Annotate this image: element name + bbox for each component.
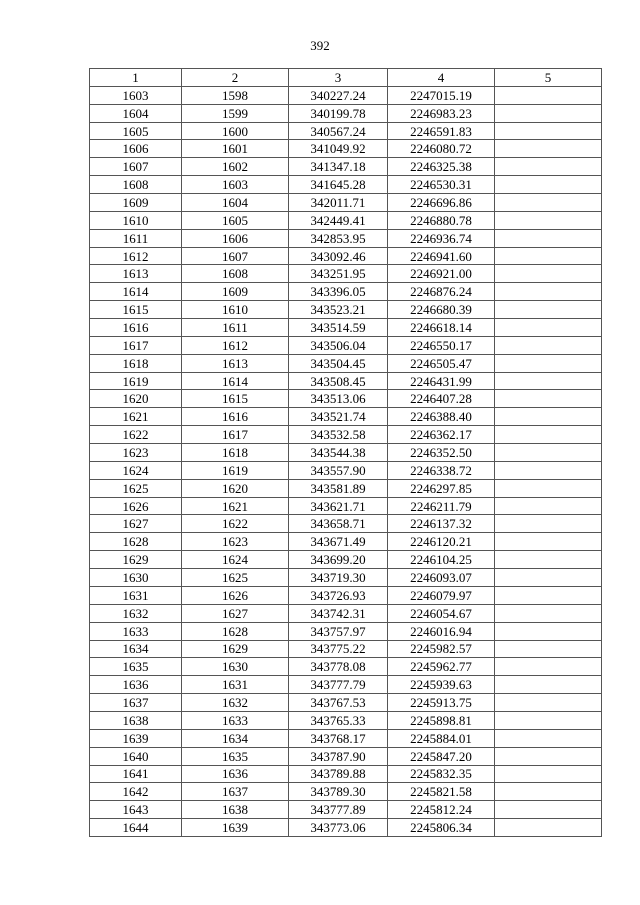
table-row xyxy=(90,551,602,569)
table-cell: 2246137.32 xyxy=(388,515,495,533)
table-cell: 1607 xyxy=(90,158,182,176)
table-cell: 1611 xyxy=(182,319,289,337)
table-cell xyxy=(495,479,602,497)
table-cell: 343658.71 xyxy=(289,515,388,533)
table-cell: 2246680.39 xyxy=(388,301,495,319)
table-cell xyxy=(495,676,602,694)
table-cell xyxy=(495,622,602,640)
table-cell: 1626 xyxy=(182,586,289,604)
column-header: 5 xyxy=(495,69,602,87)
table-cell xyxy=(495,122,602,140)
table-cell: 1639 xyxy=(182,819,289,837)
table-cell: 1620 xyxy=(182,479,289,497)
table-row xyxy=(90,372,602,390)
table-cell xyxy=(495,747,602,765)
table-cell: 343768.17 xyxy=(289,729,388,747)
table-cell xyxy=(495,86,602,104)
table-row xyxy=(90,319,602,337)
table-cell xyxy=(495,283,602,301)
table-cell: 341645.28 xyxy=(289,176,388,194)
table-header-row xyxy=(90,69,602,87)
table-row xyxy=(90,444,602,462)
table-cell: 1604 xyxy=(182,194,289,212)
table-row xyxy=(90,658,602,676)
table-cell: 343767.53 xyxy=(289,694,388,712)
table-cell xyxy=(495,247,602,265)
table-cell: 343621.71 xyxy=(289,497,388,515)
table-row xyxy=(90,604,602,622)
table-row xyxy=(90,694,602,712)
table-cell: 1638 xyxy=(90,711,182,729)
table-cell: 343789.30 xyxy=(289,783,388,801)
table-cell: 1623 xyxy=(90,444,182,462)
table-cell: 343775.22 xyxy=(289,640,388,658)
table-cell xyxy=(495,604,602,622)
page-number: 392 xyxy=(310,38,330,53)
table-cell: 2246618.14 xyxy=(388,319,495,337)
table-cell xyxy=(495,551,602,569)
table-cell xyxy=(495,301,602,319)
table-cell: 2246936.74 xyxy=(388,229,495,247)
table-cell: 343787.90 xyxy=(289,747,388,765)
table-cell: 2246338.72 xyxy=(388,461,495,479)
table-row xyxy=(90,801,602,819)
table-row xyxy=(90,283,602,301)
table-cell: 1630 xyxy=(182,658,289,676)
table-cell: 343773.06 xyxy=(289,819,388,837)
table-cell: 343532.58 xyxy=(289,426,388,444)
table-row xyxy=(90,461,602,479)
table-cell: 1625 xyxy=(182,569,289,587)
table-cell: 1612 xyxy=(182,336,289,354)
table-cell: 2246352.50 xyxy=(388,444,495,462)
table-cell: 343726.93 xyxy=(289,586,388,604)
table-cell xyxy=(495,194,602,212)
table-cell: 343513.06 xyxy=(289,390,388,408)
table-cell: 343765.33 xyxy=(289,711,388,729)
table-cell: 343777.79 xyxy=(289,676,388,694)
table-cell: 2246876.24 xyxy=(388,283,495,301)
table-row xyxy=(90,515,602,533)
table-cell: 343092.46 xyxy=(289,247,388,265)
table-cell: 1633 xyxy=(182,711,289,729)
table-cell: 1643 xyxy=(90,801,182,819)
table-cell: 2246505.47 xyxy=(388,354,495,372)
table-cell: 2246530.31 xyxy=(388,176,495,194)
table-cell: 2245821.58 xyxy=(388,783,495,801)
table-cell xyxy=(495,229,602,247)
table-row xyxy=(90,408,602,426)
table-cell: 1611 xyxy=(90,229,182,247)
table-cell: 342011.71 xyxy=(289,194,388,212)
table-cell: 343777.89 xyxy=(289,801,388,819)
table-row xyxy=(90,158,602,176)
table-cell: 342853.95 xyxy=(289,229,388,247)
table-cell: 1624 xyxy=(182,551,289,569)
table-cell: 1618 xyxy=(182,444,289,462)
table-cell: 343396.05 xyxy=(289,283,388,301)
column-header: 4 xyxy=(388,69,495,87)
table-cell: 340227.24 xyxy=(289,86,388,104)
table-cell: 343778.08 xyxy=(289,658,388,676)
table-row xyxy=(90,247,602,265)
table-row xyxy=(90,122,602,140)
table-body xyxy=(90,86,602,836)
table-cell: 343504.45 xyxy=(289,354,388,372)
table-cell xyxy=(495,426,602,444)
table-cell: 2245806.34 xyxy=(388,819,495,837)
table-cell: 1613 xyxy=(90,265,182,283)
table-cell: 343544.38 xyxy=(289,444,388,462)
table-cell: 1600 xyxy=(182,122,289,140)
table-cell xyxy=(495,569,602,587)
table-cell: 1622 xyxy=(90,426,182,444)
table-cell: 340199.78 xyxy=(289,104,388,122)
table-cell: 341347.18 xyxy=(289,158,388,176)
table-cell xyxy=(495,158,602,176)
table-cell: 343514.59 xyxy=(289,319,388,337)
table-cell: 1605 xyxy=(182,211,289,229)
table-cell: 1634 xyxy=(90,640,182,658)
table-cell: 1644 xyxy=(90,819,182,837)
table-row xyxy=(90,301,602,319)
table-cell: 2246325.38 xyxy=(388,158,495,176)
table-cell xyxy=(495,336,602,354)
table-cell: 1603 xyxy=(182,176,289,194)
table-cell: 343508.45 xyxy=(289,372,388,390)
table-cell: 341049.92 xyxy=(289,140,388,158)
table-cell: 2245898.81 xyxy=(388,711,495,729)
table-cell: 2246362.17 xyxy=(388,426,495,444)
table-cell: 1621 xyxy=(90,408,182,426)
table-row xyxy=(90,569,602,587)
table-cell: 2245884.01 xyxy=(388,729,495,747)
table-cell: 1604 xyxy=(90,104,182,122)
table-cell: 2246696.86 xyxy=(388,194,495,212)
table-cell: 2247015.19 xyxy=(388,86,495,104)
table-cell: 1631 xyxy=(90,586,182,604)
table-cell: 2246104.25 xyxy=(388,551,495,569)
table-cell xyxy=(495,515,602,533)
column-header: 1 xyxy=(90,69,182,87)
table-cell: 2246983.23 xyxy=(388,104,495,122)
table-cell: 2245962.77 xyxy=(388,658,495,676)
table-row xyxy=(90,479,602,497)
table-cell: 1632 xyxy=(182,694,289,712)
table-cell xyxy=(495,265,602,283)
table-row xyxy=(90,497,602,515)
table-row xyxy=(90,86,602,104)
table-cell: 2246880.78 xyxy=(388,211,495,229)
table-cell: 343742.31 xyxy=(289,604,388,622)
table-cell xyxy=(495,461,602,479)
table-row xyxy=(90,104,602,122)
table-cell: 340567.24 xyxy=(289,122,388,140)
table-cell: 1627 xyxy=(90,515,182,533)
table-row xyxy=(90,711,602,729)
table-cell: 1641 xyxy=(90,765,182,783)
table-cell xyxy=(495,444,602,462)
table-cell xyxy=(495,801,602,819)
table-cell: 2246093.07 xyxy=(388,569,495,587)
table-cell: 2246921.00 xyxy=(388,265,495,283)
table-cell: 343506.04 xyxy=(289,336,388,354)
table-cell: 1636 xyxy=(90,676,182,694)
table-cell: 1634 xyxy=(182,729,289,747)
table-cell: 1633 xyxy=(90,622,182,640)
coordinates-table xyxy=(89,68,602,837)
table-cell: 2246297.85 xyxy=(388,479,495,497)
table-cell: 343581.89 xyxy=(289,479,388,497)
table-cell: 1616 xyxy=(90,319,182,337)
table-cell xyxy=(495,783,602,801)
table-cell: 1636 xyxy=(182,765,289,783)
table-cell: 1607 xyxy=(182,247,289,265)
table-cell: 1624 xyxy=(90,461,182,479)
table-row xyxy=(90,783,602,801)
table-cell: 343523.21 xyxy=(289,301,388,319)
table-cell: 343757.97 xyxy=(289,622,388,640)
table-cell: 2246054.67 xyxy=(388,604,495,622)
table-cell: 1628 xyxy=(90,533,182,551)
table-cell: 2246407.28 xyxy=(388,390,495,408)
table-cell: 1613 xyxy=(182,354,289,372)
table-cell: 2246591.83 xyxy=(388,122,495,140)
table-cell: 1619 xyxy=(182,461,289,479)
table-cell: 1623 xyxy=(182,533,289,551)
table-cell xyxy=(495,319,602,337)
table-cell: 1616 xyxy=(182,408,289,426)
table-cell: 1626 xyxy=(90,497,182,515)
table-cell: 1612 xyxy=(90,247,182,265)
table-cell: 1629 xyxy=(182,640,289,658)
table-cell xyxy=(495,729,602,747)
table-cell xyxy=(495,497,602,515)
table-cell: 1614 xyxy=(90,283,182,301)
table-cell xyxy=(495,711,602,729)
table-cell: 2246080.72 xyxy=(388,140,495,158)
table-row xyxy=(90,729,602,747)
table-row xyxy=(90,140,602,158)
table-cell: 1635 xyxy=(182,747,289,765)
table-cell: 1622 xyxy=(182,515,289,533)
table-cell: 343719.30 xyxy=(289,569,388,587)
table-cell: 1639 xyxy=(90,729,182,747)
table-cell: 343789.88 xyxy=(289,765,388,783)
table-row xyxy=(90,176,602,194)
table-cell: 1635 xyxy=(90,658,182,676)
table-cell: 1609 xyxy=(90,194,182,212)
table-cell: 1598 xyxy=(182,86,289,104)
table-cell: 1615 xyxy=(182,390,289,408)
table-row xyxy=(90,622,602,640)
table-row xyxy=(90,586,602,604)
table-cell: 2246016.94 xyxy=(388,622,495,640)
table-cell xyxy=(495,176,602,194)
table-cell: 1617 xyxy=(90,336,182,354)
table-cell: 1608 xyxy=(90,176,182,194)
table-cell: 1614 xyxy=(182,372,289,390)
table-cell xyxy=(495,765,602,783)
table-cell: 2245812.24 xyxy=(388,801,495,819)
table-cell: 343251.95 xyxy=(289,265,388,283)
table-cell: 343557.90 xyxy=(289,461,388,479)
table-cell: 1606 xyxy=(182,229,289,247)
table-row xyxy=(90,765,602,783)
table-cell: 2246941.60 xyxy=(388,247,495,265)
table-cell xyxy=(495,211,602,229)
table-cell: 1638 xyxy=(182,801,289,819)
table-cell: 1606 xyxy=(90,140,182,158)
table-cell: 1610 xyxy=(182,301,289,319)
table-row xyxy=(90,194,602,212)
table-cell: 1599 xyxy=(182,104,289,122)
table-cell: 1642 xyxy=(90,783,182,801)
table-cell: 1609 xyxy=(182,283,289,301)
table-cell: 2246431.99 xyxy=(388,372,495,390)
table-cell xyxy=(495,640,602,658)
table-cell: 2246388.40 xyxy=(388,408,495,426)
table-cell xyxy=(495,104,602,122)
table-cell xyxy=(495,390,602,408)
table-cell xyxy=(495,533,602,551)
table-row xyxy=(90,640,602,658)
table-row xyxy=(90,229,602,247)
table-row xyxy=(90,819,602,837)
table-cell: 1601 xyxy=(182,140,289,158)
table-cell: 2246211.79 xyxy=(388,497,495,515)
table-cell: 1617 xyxy=(182,426,289,444)
table-row xyxy=(90,676,602,694)
table-cell: 1627 xyxy=(182,604,289,622)
table-cell: 343521.74 xyxy=(289,408,388,426)
table-cell: 1618 xyxy=(90,354,182,372)
table-cell: 2246120.21 xyxy=(388,533,495,551)
table-cell xyxy=(495,408,602,426)
table-cell: 1637 xyxy=(90,694,182,712)
table-row xyxy=(90,211,602,229)
table-row xyxy=(90,533,602,551)
table-cell: 1640 xyxy=(90,747,182,765)
table-cell: 343671.49 xyxy=(289,533,388,551)
table-cell: 1630 xyxy=(90,569,182,587)
table-cell xyxy=(495,354,602,372)
table-cell: 2245982.57 xyxy=(388,640,495,658)
column-header: 2 xyxy=(182,69,289,87)
table-row xyxy=(90,426,602,444)
table-cell xyxy=(495,694,602,712)
table-cell: 2245913.75 xyxy=(388,694,495,712)
table-cell: 1610 xyxy=(90,211,182,229)
table-cell: 1625 xyxy=(90,479,182,497)
table-cell: 1629 xyxy=(90,551,182,569)
table-cell: 1602 xyxy=(182,158,289,176)
table-row xyxy=(90,390,602,408)
table-cell: 1608 xyxy=(182,265,289,283)
table-cell: 1615 xyxy=(90,301,182,319)
table-cell: 1631 xyxy=(182,676,289,694)
table-cell: 2245939.63 xyxy=(388,676,495,694)
table-cell: 1628 xyxy=(182,622,289,640)
table-cell: 1620 xyxy=(90,390,182,408)
table-cell: 342449.41 xyxy=(289,211,388,229)
table-cell xyxy=(495,140,602,158)
table-cell: 2245847.20 xyxy=(388,747,495,765)
table-row xyxy=(90,354,602,372)
table-cell: 2246550.17 xyxy=(388,336,495,354)
table-cell: 2245832.35 xyxy=(388,765,495,783)
table-cell: 1632 xyxy=(90,604,182,622)
table-cell: 343699.20 xyxy=(289,551,388,569)
table-cell xyxy=(495,586,602,604)
table-row xyxy=(90,265,602,283)
table-cell: 1637 xyxy=(182,783,289,801)
table-row xyxy=(90,336,602,354)
column-header: 3 xyxy=(289,69,388,87)
table-cell: 1621 xyxy=(182,497,289,515)
table-row xyxy=(90,747,602,765)
table-cell: 1619 xyxy=(90,372,182,390)
table-cell: 2246079.97 xyxy=(388,586,495,604)
table-cell xyxy=(495,372,602,390)
table-cell xyxy=(495,819,602,837)
table-cell xyxy=(495,658,602,676)
table-cell: 1605 xyxy=(90,122,182,140)
table-cell: 1603 xyxy=(90,86,182,104)
